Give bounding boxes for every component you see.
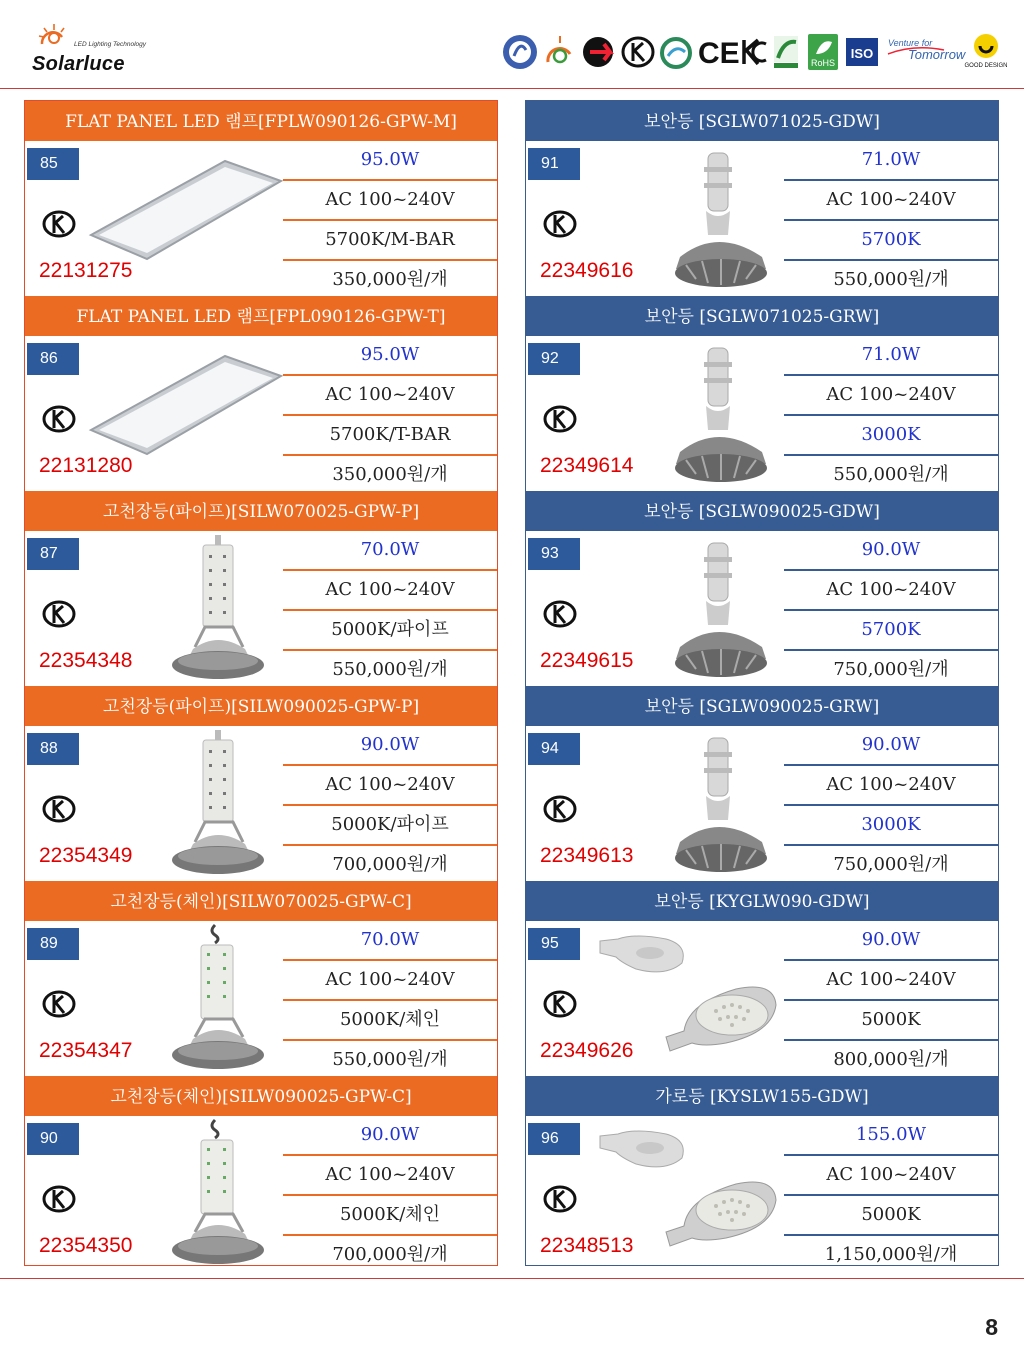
spec-color-temperature: 5000K/체인 [283,1001,497,1041]
spec-price: 550,000원/개 [332,1049,448,1070]
spec-power: 90.0W [283,1116,497,1156]
spec-price: 1,150,000원/개 [824,1244,958,1265]
product-card [25,686,497,881]
brand-tagline: LED Lighting Technology [74,41,147,48]
product-card [526,491,998,686]
spec-color-temperature: 5000K [784,1196,998,1236]
spec-voltage: AC 100~240V [283,1156,497,1196]
svg-text:ISO: ISO [850,46,874,61]
product-code: 22349614 [540,454,634,477]
sun-logo-icon [36,22,70,52]
product-title: 고천장등(체인)[SILW090025-GPW-C] [25,1076,497,1116]
spec-voltage: AC 100~240V [283,766,497,806]
spec-color-temperature: 5000K/파이프 [283,611,497,651]
product-title: 보안등 [KYGLW090-GDW] [526,881,998,921]
product-code: 22349616 [540,259,634,282]
kc-mark [740,32,768,72]
spec-voltage: AC 100~240V [283,961,497,1001]
spec-power: 95.0W [283,141,497,181]
spec-voltage: AC 100~240V [784,376,998,416]
spec-table [784,336,998,494]
spec-voltage: AC 100~240V [283,181,497,221]
spec-price: 700,000원/개 [332,854,448,875]
spec-color-temperature: 5000K [784,1001,998,1041]
rohs-mark [806,32,840,72]
spec-price: 750,000원/개 [833,659,949,680]
product-title: 보안등 [SGLW090025-GDW] [526,491,998,531]
spec-color-temperature: 3000K [784,806,998,846]
spec-price: 800,000원/개 [833,1049,949,1070]
product-number-badge: 92 [528,343,580,375]
product-code: 22348513 [540,1234,634,1257]
product-image [165,925,275,1080]
kc-cert-icon [542,404,578,434]
product-number-badge: 85 [27,148,79,180]
spec-power: 71.0W [784,141,998,181]
product-title: FLAT PANEL LED 램프[FPL090126-GPW-T] [25,296,497,336]
kc-cert-icon [41,989,77,1019]
spec-price: 550,000원/개 [332,659,448,680]
product-number-badge: 96 [528,1123,580,1155]
cert-seal-icon [500,32,540,72]
product-title: 보안등 [SGLW071025-GDW] [526,101,998,141]
product-code: 22349613 [540,844,634,867]
product-code: 22349615 [540,649,634,672]
product-image [666,543,776,688]
footer-divider [0,1278,1024,1279]
product-code: 22349626 [540,1039,634,1062]
spec-price: 350,000원/개 [332,269,448,290]
kc-cert-icon [542,794,578,824]
product-title: 고천장등(체인)[SILW070025-GPW-C] [25,881,497,921]
k-mark-icon [620,32,656,72]
product-image [85,350,285,465]
spec-price: 550,000원/개 [833,269,949,290]
product-title: 가로등 [KYSLW155-GDW] [526,1076,998,1116]
eco-icon [658,32,694,72]
spec-color-temperature: 5000K/체인 [283,1196,497,1236]
spec-power: 155.0W [784,1116,998,1156]
brand-name: Solarluce [32,53,125,75]
spec-price: 550,000원/개 [833,464,949,485]
product-number-badge: 89 [27,928,79,960]
spec-power: 90.0W [283,726,497,766]
spec-color-temperature: 5000K/파이프 [283,806,497,846]
svg-text:RoHS: RoHS [810,58,836,68]
kc-cert-icon [41,1184,77,1214]
kc-cert-icon [41,599,77,629]
product-number-badge: 94 [528,733,580,765]
left-product-column [24,100,498,1266]
product-card [25,101,497,296]
product-image [165,730,275,885]
product-number-badge: 86 [27,343,79,375]
product-number-badge: 95 [528,928,580,960]
spec-power: 70.0W [283,531,497,571]
certification-marks [500,32,1010,76]
spec-power: 90.0W [784,921,998,961]
product-code: 22354347 [39,1039,133,1062]
product-image [165,535,275,690]
spec-price: 750,000원/개 [833,854,949,875]
arrow-mark-icon [580,32,618,72]
spec-table [283,141,497,299]
product-card [25,881,497,1076]
kc-cert-icon [542,599,578,629]
product-number-badge: 91 [528,148,580,180]
spec-table [283,336,497,494]
product-card [25,491,497,686]
product-card [526,686,998,881]
spec-voltage: AC 100~240V [784,1156,998,1196]
page-number: 8 [985,1314,998,1340]
product-code: 22354349 [39,844,133,867]
page-header [0,0,1024,90]
green-cert-icon [770,32,802,72]
spec-power: 95.0W [283,336,497,376]
product-image [666,738,776,883]
spec-voltage: AC 100~240V [283,571,497,611]
product-card [526,101,998,296]
product-card [25,296,497,491]
spec-power: 90.0W [784,531,998,571]
spec-price: 700,000원/개 [332,1244,448,1265]
spec-table [283,531,497,689]
spec-power: 70.0W [283,921,497,961]
kc-cert-icon [542,1184,578,1214]
spec-voltage: AC 100~240V [784,181,998,221]
kc-cert-icon [41,209,77,239]
spec-table [283,726,497,884]
good-design-mark [964,32,1008,72]
product-card [526,1076,998,1271]
product-card [526,881,998,1076]
spec-table [784,141,998,299]
kc-cert-icon [542,209,578,239]
spec-table [784,1116,998,1274]
product-number-badge: 87 [27,538,79,570]
spec-color-temperature: 5700K [784,221,998,261]
product-title: 보안등 [SGLW071025-GRW] [526,296,998,336]
product-title: 고천장등(파이프)[SILW090025-GPW-P] [25,686,497,726]
kc-cert-icon [542,989,578,1019]
venture-for-tomorrow-mark [884,32,966,72]
product-title: 보안등 [SGLW090025-GRW] [526,686,998,726]
spec-table [784,921,998,1079]
product-image [85,155,285,270]
product-code: 22354350 [39,1234,133,1257]
product-image [165,1120,275,1275]
svg-text:CE: CE [698,37,740,70]
product-title: 고천장등(파이프)[SILW070025-GPW-P] [25,491,497,531]
product-title: FLAT PANEL LED 램프[FPLW090126-GPW-M] [25,101,497,141]
spec-table [283,921,497,1079]
spec-price: 350,000원/개 [332,464,448,485]
product-card [25,1076,497,1271]
spec-table [283,1116,497,1274]
right-product-column [525,100,999,1266]
product-image [666,348,776,493]
ce-mark [696,32,738,72]
energy-icon [542,32,578,72]
product-code: 22354348 [39,649,133,672]
iso-mark [844,32,880,72]
spec-power: 71.0W [784,336,998,376]
spec-voltage: AC 100~240V [283,376,497,416]
product-card [526,296,998,491]
spec-voltage: AC 100~240V [784,571,998,611]
spec-color-temperature: 5700K [784,611,998,651]
spec-color-temperature: 3000K [784,416,998,456]
product-code: 22131275 [39,259,133,282]
product-number-badge: 88 [27,733,79,765]
product-image [666,153,776,298]
product-number-badge: 93 [528,538,580,570]
spec-power: 90.0W [784,726,998,766]
spec-voltage: AC 100~240V [784,961,998,1001]
product-number-badge: 90 [27,1123,79,1155]
kc-cert-icon [41,794,77,824]
svg-text:Tomorrow: Tomorrow [908,47,966,62]
spec-color-temperature: 5700K/M-BAR [283,221,497,261]
spec-table [784,726,998,884]
product-code: 22131280 [39,454,133,477]
svg-text:GOOD DESIGN: GOOD DESIGN [964,63,1008,69]
header-divider [0,88,1024,89]
kc-cert-icon [41,404,77,434]
svg-text:Venture for: Venture for [888,38,933,48]
spec-color-temperature: 5700K/T-BAR [283,416,497,456]
solarluce-logo [32,22,162,77]
spec-voltage: AC 100~240V [784,766,998,806]
spec-table [784,531,998,689]
